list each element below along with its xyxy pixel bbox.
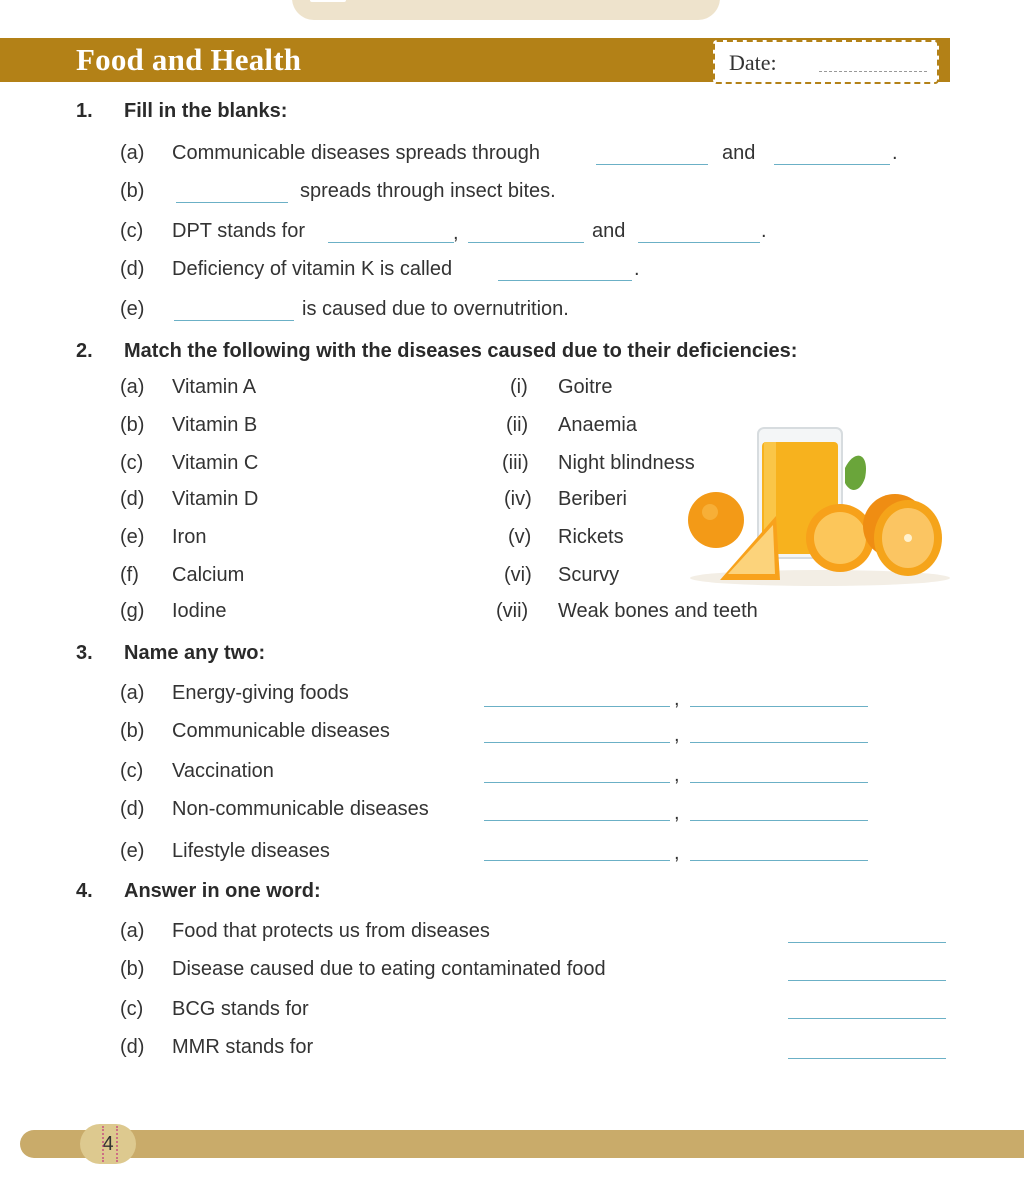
q1c-text: DPT stands for [172, 220, 306, 242]
q3c-blank-2[interactable] [690, 782, 868, 783]
top-tab-decoration [292, 0, 720, 20]
q3d-comma: , [674, 802, 680, 824]
date-box [713, 40, 939, 84]
q4a-label: (a) [120, 920, 145, 942]
q2-right-item: Night blindness [558, 452, 695, 474]
q2-right-item: Scurvy [558, 564, 620, 586]
q4c-text: BCG stands for [172, 998, 309, 1020]
date-label: Date: [729, 50, 777, 75]
q1-heading: Fill in the blanks: [124, 100, 288, 122]
q1d-label: (d) [120, 258, 145, 280]
q2-right-label: (ii) [506, 414, 529, 436]
q3d-text: Non-communicable diseases [172, 798, 429, 820]
q2-right-label: (iv) [504, 488, 532, 510]
q4a-text: Food that protects us from diseases [172, 920, 490, 942]
q3c-comma: , [674, 764, 680, 786]
q1c-blank-1[interactable] [328, 242, 454, 243]
q3e-label: (e) [120, 840, 145, 862]
q3c-text: Vaccination [172, 760, 274, 782]
q2-left-item: Vitamin C [172, 452, 259, 474]
q2-left-label: (a) [120, 376, 145, 398]
q1c-label: (c) [120, 220, 144, 242]
q3d-blank-2[interactable] [690, 820, 868, 821]
q3-heading: Name any two: [124, 642, 266, 664]
q2-left-item: Calcium [172, 564, 245, 586]
q3e-text: Lifestyle diseases [172, 840, 330, 862]
q3e-blank-1[interactable] [484, 860, 670, 861]
q4-number: 4. [76, 880, 93, 902]
q2-right-label: (i) [510, 376, 528, 398]
tab-notch [310, 0, 346, 2]
q2-right-label: (vii) [496, 600, 529, 622]
q2-right-label: (vi) [504, 564, 532, 586]
date-field[interactable] [819, 71, 927, 72]
q3a-blank-1[interactable] [484, 706, 670, 707]
q1d-text: Deficiency of vitamin K is called [172, 258, 453, 280]
q1c-blank-3[interactable] [638, 242, 760, 243]
q2-right-item: Rickets [558, 526, 624, 548]
q1d-blank[interactable] [498, 280, 632, 281]
q3a-label: (a) [120, 682, 145, 704]
q3b-blank-2[interactable] [690, 742, 868, 743]
q1a-and: and [722, 142, 756, 164]
q2-left-label: (d) [120, 488, 145, 510]
q4d-blank[interactable] [788, 1058, 946, 1059]
q1d-period: . [634, 258, 640, 280]
q1e-label: (e) [120, 298, 145, 320]
q2-left-item: Iodine [172, 600, 227, 622]
q4a-blank[interactable] [788, 942, 946, 943]
q1a-blank-1[interactable] [596, 164, 708, 165]
q2-left-label: (c) [120, 452, 144, 474]
q3a-text: Energy-giving foods [172, 682, 349, 704]
q2-number: 2. [76, 340, 93, 362]
q2-right-label: (iii) [502, 452, 529, 474]
q4d-text: MMR stands for [172, 1036, 314, 1058]
q4-heading: Answer in one word: [124, 880, 321, 902]
q2-left-item: Vitamin D [172, 488, 259, 510]
q2-left-label: (e) [120, 526, 145, 548]
q1b-text: spreads through insect bites. [300, 180, 556, 202]
q3c-blank-1[interactable] [484, 782, 670, 783]
q3d-label: (d) [120, 798, 145, 820]
q1-number: 1. [76, 100, 93, 122]
q1a-blank-2[interactable] [774, 164, 890, 165]
q1a-period: . [892, 142, 898, 164]
q2-left-label: (f) [120, 564, 139, 586]
q3e-blank-2[interactable] [690, 860, 868, 861]
q1c-and: and [592, 220, 626, 242]
footer-bar [20, 1130, 1024, 1158]
q2-left-label: (b) [120, 414, 145, 436]
q2-right-item: Beriberi [558, 488, 627, 510]
q1c-blank-2[interactable] [468, 242, 584, 243]
q3a-comma: , [674, 688, 680, 710]
q4c-label: (c) [120, 998, 144, 1020]
q3b-blank-1[interactable] [484, 742, 670, 743]
q2-left-label: (g) [120, 600, 145, 622]
page-number-markers [102, 1126, 118, 1162]
orange-juice-illustration [680, 398, 960, 588]
q2-left-item: Vitamin B [172, 414, 258, 436]
q2-right-item: Anaemia [558, 414, 637, 436]
q1e-blank[interactable] [174, 320, 294, 321]
q3b-label: (b) [120, 720, 145, 742]
q1b-blank[interactable] [176, 202, 288, 203]
q1a-label: (a) [120, 142, 145, 164]
q1e-text: is caused due to overnutrition. [302, 298, 569, 320]
q3a-blank-2[interactable] [690, 706, 868, 707]
q4c-blank[interactable] [788, 1018, 946, 1019]
q3e-comma: , [674, 842, 680, 864]
page-title: Food and Health [76, 42, 302, 77]
q2-left-item: Vitamin A [172, 376, 257, 398]
q2-heading: Match the following with the diseases caused due to their deficiencies: [124, 340, 798, 362]
q4b-blank[interactable] [788, 980, 946, 981]
q2-left-item: Iron [172, 526, 207, 548]
q2-right-item: Weak bones and teeth [558, 600, 758, 622]
q3b-text: Communicable diseases [172, 720, 390, 742]
q1b-label: (b) [120, 180, 145, 202]
q1c-period: . [761, 220, 767, 242]
q2-right-item: Goitre [558, 376, 613, 398]
q3d-blank-1[interactable] [484, 820, 670, 821]
q3c-label: (c) [120, 760, 144, 782]
q2-right-label: (v) [508, 526, 532, 548]
q1c-comma: , [453, 222, 459, 244]
q4b-text: Disease caused due to eating contaminated food [172, 958, 606, 980]
page-number: 4 [80, 1124, 136, 1164]
q4b-label: (b) [120, 958, 145, 980]
q4d-label: (d) [120, 1036, 145, 1058]
q3-number: 3. [76, 642, 93, 664]
q1a-text: Communicable diseases spreads through [172, 142, 540, 164]
q3b-comma: , [674, 724, 680, 746]
